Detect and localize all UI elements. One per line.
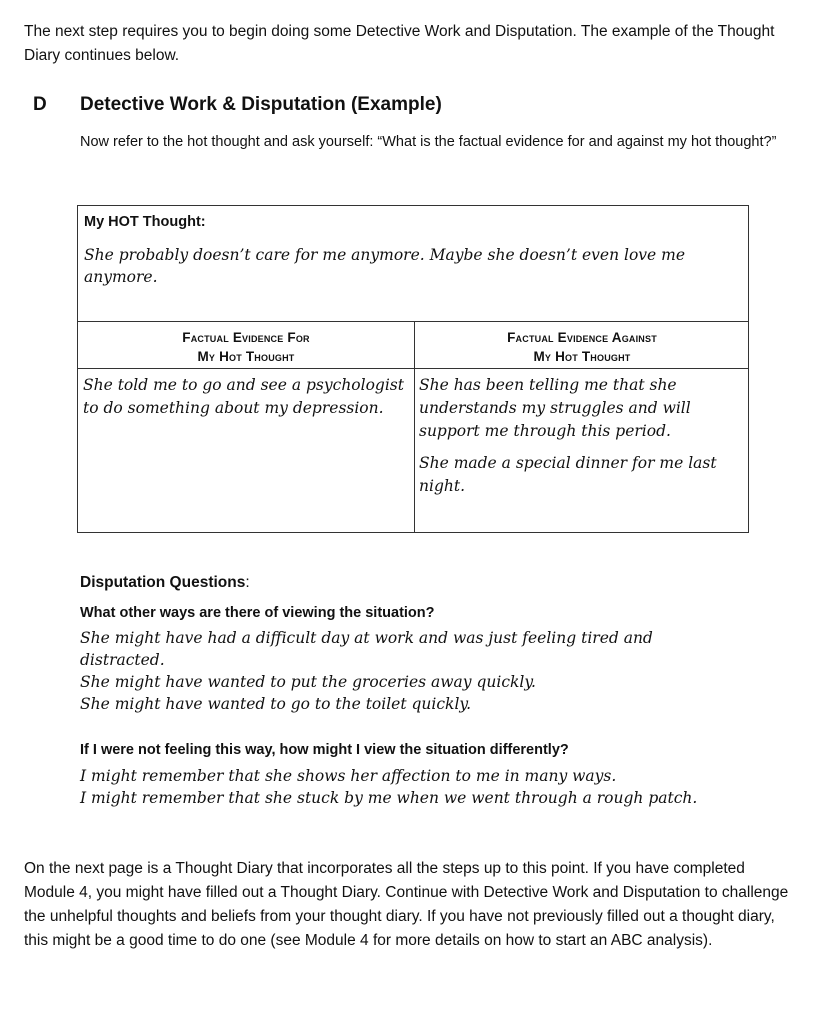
section-instruction: Now refer to the hot thought and ask yourself: “What is the factual evidence for and against my hot thought?” (80, 134, 777, 150)
column-header-line: Factual Evidence Against (507, 330, 657, 345)
disputation-heading-text: Disputation Questions (80, 574, 246, 591)
section-title: Detective Work & Disputation (Example) (80, 94, 442, 115)
answer-2 (80, 765, 820, 809)
answer-line: She might have wanted to put the groceries away quickly. (80, 673, 536, 691)
evidence-against-text: She made a special dinner for me last night. (419, 454, 717, 495)
question-1: What other ways are there of viewing the situation? (80, 605, 435, 621)
disputation-heading (80, 574, 250, 592)
disputation-heading-colon: : (245, 574, 250, 591)
evidence-against-text: She has been telling me that she understands my struggles and will support me through this period. (419, 376, 691, 440)
answer-line: I might remember that she stuck by me when we went through a rough patch. (80, 789, 698, 807)
hot-thought-label: My HOT Thought: (84, 214, 206, 230)
column-header-evidence-against (414, 328, 750, 366)
evidence-for-text: She told me to go and see a psychologist to do something about my depression. (83, 376, 404, 417)
answer-line: I might remember that she shows her affection to me in many ways. (80, 767, 617, 785)
column-header-line: My Hot Thought (197, 349, 295, 364)
intro-paragraph: The next step requires you to begin doing some Detective Work and Disputation. The example of the Thought Diary continues below. (24, 23, 775, 64)
answer-line: She might have wanted to go to the toilet quickly. (80, 695, 472, 713)
column-header-line: Factual Evidence For (182, 330, 310, 345)
column-header-line: My Hot Thought (533, 349, 631, 364)
section-letter: D (33, 94, 47, 115)
outro-paragraph: On the next page is a Thought Diary that incorporates all the steps up to this point. If you have completed Module 4, you might have filled out a Thought Diary. Continue with Detective Work and Disputation to challenge the unhelpful thoughts and beliefs from your thought diary. If you have not previously filled out a thought diary, this might be a good time to do one (see Module 4 for more details on how to start an ABC analysis). (24, 860, 789, 949)
evidence-table (77, 205, 749, 533)
answer-1 (80, 627, 680, 715)
table-divider (78, 321, 748, 322)
answer-line: She might have had a difficult day at work and was just feeling tired and distracted. (80, 629, 653, 669)
column-header-evidence-for (78, 328, 414, 366)
hot-thought-text: She probably doesn’t care for me anymore. Maybe she doesn’t even love me anymore. (84, 246, 686, 286)
table-divider (78, 368, 748, 369)
question-2: If I were not feeling this way, how might I view the situation differently? (80, 742, 569, 758)
